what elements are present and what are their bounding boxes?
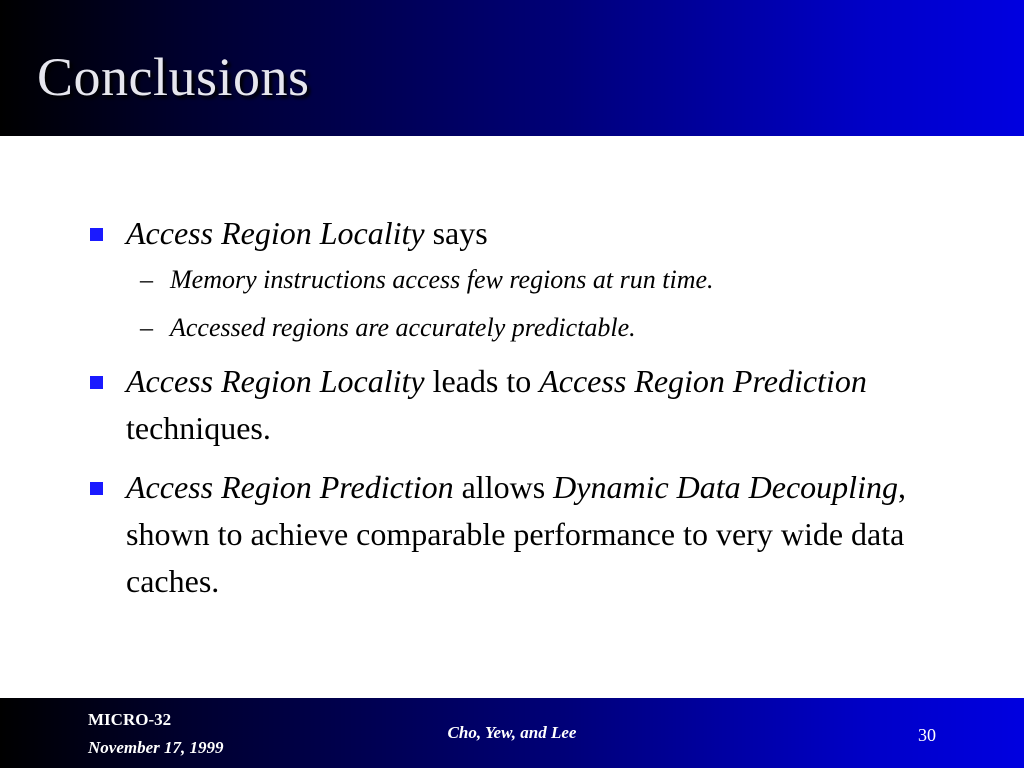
- sub-bullet-2: [140, 310, 950, 346]
- bullet-3-text-1: allows: [453, 469, 554, 505]
- square-bullet-icon: [90, 482, 103, 495]
- footer-conference: MICRO-32: [88, 710, 172, 729]
- bullet-1-text: says: [424, 215, 488, 251]
- bullet-2-text-1: leads to: [424, 363, 540, 399]
- bullet-3: [126, 464, 926, 605]
- title-bar: [0, 0, 1024, 136]
- footer-authors: Cho, Yew, and Lee: [447, 723, 577, 742]
- square-bullet-icon: [90, 228, 103, 241]
- sub-bullet-1: [140, 262, 950, 298]
- sub-bullet-1-text: Memory instructions access few regions at run time.: [170, 265, 714, 294]
- dash-icon: –: [140, 313, 153, 342]
- footer-bar: [0, 698, 1024, 768]
- sub-bullet-2-text: Accessed regions are accurately predictable.: [170, 313, 636, 342]
- bullet-2-text-2: techniques.: [126, 410, 271, 446]
- footer-date: November 17, 1999: [88, 738, 224, 757]
- bullet-1: [126, 210, 926, 257]
- bullet-2-term-1: Access Region Locality: [126, 363, 425, 399]
- page-number: 30: [918, 725, 936, 745]
- bullet-3-term-2: Dynamic Data Decoupling: [553, 469, 898, 505]
- slide-title: Conclusions: [37, 47, 310, 107]
- bullet-2: [126, 358, 926, 452]
- bullet-1-term: Access Region Locality: [126, 215, 425, 251]
- bullet-2-term-2: Access Region Prediction: [539, 363, 867, 399]
- square-bullet-icon: [90, 376, 103, 389]
- bullet-3-term-1: Access Region Prediction: [126, 469, 454, 505]
- bullet-3-text-2: , shown to achieve comparable performance to very wide data caches.: [126, 469, 906, 599]
- dash-icon: –: [140, 265, 153, 294]
- slide-content: [0, 136, 1024, 698]
